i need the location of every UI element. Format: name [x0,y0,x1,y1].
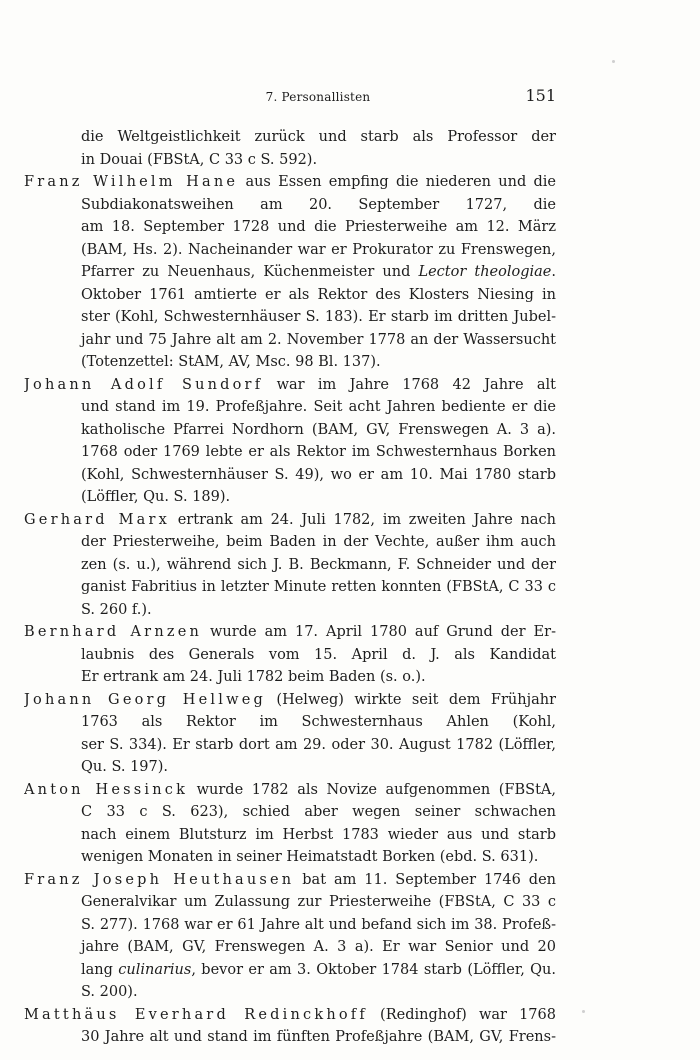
person-name: Anton Hessinck [24,781,189,798]
text-line: am 18. September 1728 und die Priesterweihe am 12. März [81,219,556,235]
entry-first-line [24,689,556,712]
text-line: Qu. S. 197). [81,759,169,775]
text-line: und stand im 19. Profeßjahre. Seit acht Jahren bediente er die [81,399,556,415]
entry-text: (Redinghof) war 1768 [367,1006,556,1023]
text-line [24,261,556,284]
person-name: Franz Wilhelm Hane [24,174,239,190]
entry-text: bat am 11. September 1746 den [294,871,556,888]
text-line [24,959,556,982]
text-line: S. 260 f.). [81,601,152,618]
text-line: Er ertrank am 24. Juli 1782 beim Baden (s. o.). [81,669,426,685]
text-line: S. 200). [81,984,138,1000]
italic-term: Lector theologiae [418,264,552,280]
text-line: nach einem Blutsturz im Herbst 1783 wieder aus und starb [81,826,556,843]
text-line: ser S. 334). Er starb dort am 29. oder 30. August 1782 (Löffler, [81,736,556,753]
text-line: Generalvikar um Zulassung zur Priesterweihe (FBStA, C 33 c [81,894,556,910]
line-segment: , bevor er am 3. Oktober 1784 starb (Löffler, Qu. [191,961,556,978]
text-line: der Priesterweihe, beim Baden in der Vechte, außer ihm auch [81,534,556,550]
text-line: jahre (BAM, GV, Frenswegen A. 3 a). Er war Senior und 20 [81,939,556,955]
entry-first-line [24,621,556,644]
text-line: (Kohl, Schwesternhäuser S. 49), wo er am 10. Mai 1780 starb [81,466,556,483]
text-line: 30 Jahre alt und stand im fünften Profeßjahre (BAM, GV, Frens- [81,1029,556,1045]
line-segment: Pfarrer zu Neuenhaus, Küchenmeister und [81,264,419,280]
entry-first-line [24,869,556,892]
person-name: Franz Joseph Heuthausen [24,871,295,888]
entry-text: war im Jahre 1768 42 Jahre alt [263,376,556,393]
person-name: Johann Adolf Sundorf [24,376,264,393]
entry-text: wurde am 17. April 1780 auf Grund der Er- [202,624,556,640]
text-line: S. 277). 1768 war er 61 Jahre alt und befand sich im 38. Profeß- [81,916,556,933]
text-line: ster (Kohl, Schwesternhäuser S. 183). Er starb im dritten Jubel- [81,309,556,325]
text-line: (Löffler, Qu. S. 189). [81,489,231,505]
text-line: 1768 oder 1769 lebte er als Rektor im Schwesternhaus Borken [81,444,556,460]
scan-speck [582,1010,585,1013]
entry-text: (Helweg) wirkte seit dem Frühjahr [265,691,556,708]
running-header [80,86,556,110]
text-line: C 33 c S. 623), schied aber wegen seiner schwachen [81,804,556,820]
entry-first-line [24,171,556,194]
text-line: 1763 als Rektor im Schwesternhaus Ahlen (Kohl, [81,714,556,730]
italic-term: culinarius [118,961,192,978]
page-number: 151 [525,86,556,105]
text-line: jahr und 75 Jahre alt am 2. November 1778 an der Wassersucht [81,331,556,348]
text-line: in Douai (FBStA, C 33 c S. 592). [81,151,318,168]
main-text [24,126,556,1049]
text-line: (BAM, Hs. 2). Nacheinander war er Prokurator zu Frenswegen, [81,241,556,258]
text-line: wenigen Monaten in seiner Heimatstadt Borken (ebd. S. 631). [81,849,539,865]
entry-first-line [24,1004,556,1027]
person-name: Gerhard Marx [24,511,171,528]
person-name: Matthäus Everhard Redinckhoff [24,1006,368,1023]
entry-first-line [24,374,556,397]
person-name: Bernhard Arnzen [24,624,203,640]
entry-first-line [24,779,556,802]
text-line: laubnis des Generals vom 15. April d. J. als Kandidat [81,646,556,663]
text-line: zen (s. u.), während sich J. B. Beckmann, F. Schneider und der [81,556,556,573]
text-line: katholische Pfarrei Nordhorn (BAM, GV, Frenswegen A. 3 a). [81,421,556,438]
entry-text: ertrank am 24. Juli 1782, im zweiten Jahre nach [170,511,556,528]
entry-text: aus Essen empfing die niederen und die [238,174,556,190]
line-segment: . [551,264,556,280]
text-line: die Weltgeistlichkeit zurück und starb als Professor der [81,129,556,145]
chapter-title: 7. Personallisten [265,90,371,104]
text-line: Oktober 1761 amtierte er als Rektor des Klosters Niesing in [81,286,556,303]
text-line: (Totenzettel: StAM, AV, Msc. 98 Bl. 137). [81,354,381,370]
scan-speck [612,60,615,63]
text-line: Subdiakonatsweihen am 20. September 1727, die [81,196,556,213]
entry-text: wurde 1782 als Novize aufgenommen (FBStA, [188,781,556,798]
entry-first-line [24,509,556,532]
line-segment: lang [81,961,119,978]
text-line: ganist Fabritius in letzter Minute retten konnten (FBStA, C 33 c [81,579,556,595]
person-name: Johann Georg Hellweg [24,691,266,708]
